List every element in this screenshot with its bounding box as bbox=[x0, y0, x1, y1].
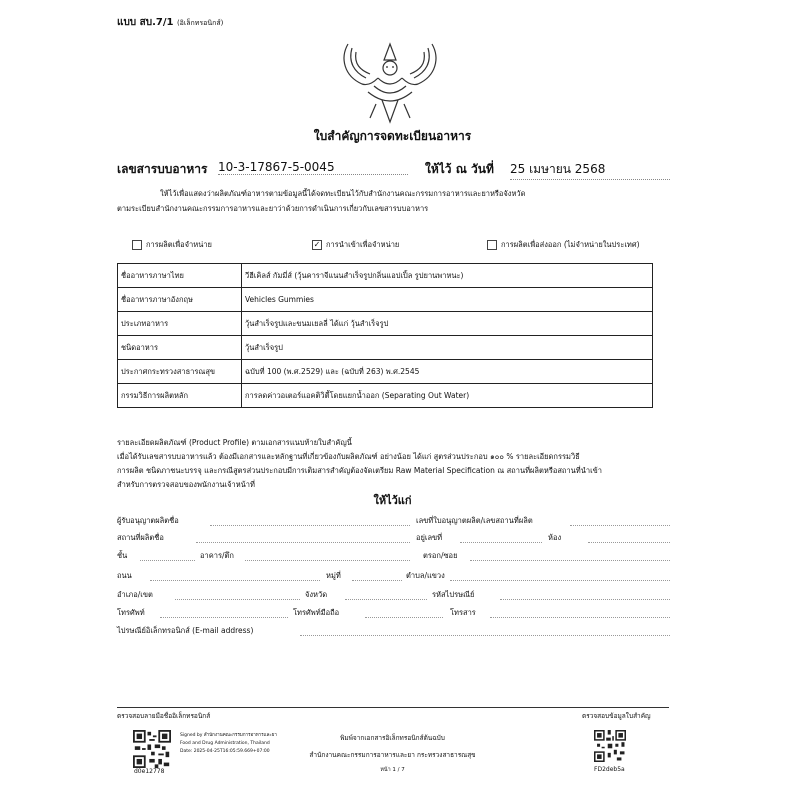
premises-name-field bbox=[196, 541, 410, 543]
building-field bbox=[245, 559, 410, 561]
premises-name-label: สถานที่ผลิตชื่อ bbox=[117, 533, 164, 542]
row-value: Vehicles Gummies bbox=[242, 288, 653, 312]
intro-line-1: ให้ไว้เพื่อแสดงว่าผลิตภัณฑ์อาหารตามข้อมูลนี้ได้จดทะเบียนไว้กับสำนักงานคณะกรรมการอาหารและยาหรือจังหวัด bbox=[160, 189, 526, 198]
floor-label: ชั้น bbox=[117, 551, 128, 560]
signed-by: Signed by สำนักงานคณะกรรมการอาหารและยา bbox=[180, 733, 277, 738]
phone-field bbox=[160, 616, 288, 618]
signed-org: Food and Drug Administration, Thailand bbox=[180, 741, 270, 746]
mobile-field bbox=[365, 616, 443, 618]
footer-divider bbox=[117, 707, 669, 708]
road-label: ถนน bbox=[117, 571, 132, 580]
subdistrict-label: ตำบล/แขวง bbox=[406, 571, 445, 580]
row-key: ชื่ออาหารภาษาไทย bbox=[118, 264, 242, 288]
district-label: อำเภอ/เขต bbox=[117, 590, 153, 599]
registration-number: 10-3-17867-5-0045 bbox=[218, 160, 408, 175]
table-row bbox=[118, 360, 653, 384]
row-value: วุ้นสำเร็จรูปและขนมเยลลี่ ได้แก่ วุ้นสำเร็จรูป bbox=[242, 312, 653, 336]
agency-name: สำนักงานคณะกรรมการอาหารและยา กระทรวงสาธารณสุข bbox=[309, 751, 476, 759]
recipient-title: ให้ไว้แก่ bbox=[373, 494, 412, 507]
postcode-label: รหัสไปรษณีย์ bbox=[432, 590, 475, 599]
product-profile-note bbox=[117, 436, 677, 492]
issue-date: 25 เมษายน 2568 bbox=[510, 160, 670, 180]
purpose-label: การนำเข้าเพื่อจำหน่าย bbox=[326, 240, 400, 249]
row-value: วีฮีเคิลส์ กัมมี่ส์ (วุ้นคาราจีแนนสำเร็จรูปกลิ่นแอปเปิ้ล รูปยานพาหนะ) bbox=[242, 264, 653, 288]
floor-field bbox=[140, 559, 195, 561]
row-key: ประเภทอาหาร bbox=[118, 312, 242, 336]
form-code-note: (อิเล็กทรอนิกส์) bbox=[176, 19, 224, 27]
registration-number-label: เลขสารบบอาหาร bbox=[117, 162, 208, 176]
verify-signature-label: ตรวจสอบลายมือชื่ออิเล็กทรอนิกส์ bbox=[117, 712, 211, 720]
purpose-label: การผลิตเพื่อจำหน่าย bbox=[146, 240, 212, 249]
license-number-label: เลขที่ใบอนุญาตผลิต/เลขสถานที่ผลิต bbox=[416, 516, 533, 525]
moo-field bbox=[352, 579, 402, 581]
checkbox-unchecked-icon[interactable] bbox=[487, 240, 497, 250]
licensee-name-label: ผู้รับอนุญาตผลิตชื่อ bbox=[117, 516, 179, 525]
table-row bbox=[118, 336, 653, 360]
verify-certificate-label: ตรวจสอบข้อมูลใบสำคัญ bbox=[582, 712, 651, 720]
purpose-label: การผลิตเพื่อส่งออก (ไม่จำหน่ายในประเทศ) bbox=[501, 240, 640, 249]
profile-line: สำหรับการตรวจสอบของพนักงานเจ้าหน้าที่ bbox=[117, 480, 255, 489]
fax-field bbox=[490, 616, 670, 618]
email-field bbox=[300, 634, 670, 636]
row-key: กรรมวิธีการผลิตหลัก bbox=[118, 384, 242, 408]
purpose-import-sale[interactable] bbox=[312, 239, 399, 251]
address-number-label: อยู่เลขที่ bbox=[416, 533, 443, 542]
table-row bbox=[118, 384, 653, 408]
email-label: ไปรษณีย์อิเล็กทรอนิกส์ (E-mail address) bbox=[117, 626, 254, 635]
table-row bbox=[118, 264, 653, 288]
road-field bbox=[150, 579, 320, 581]
table-row bbox=[118, 288, 653, 312]
subdistrict-field bbox=[450, 579, 670, 581]
form-code-label: แบบ สบ.7/1 bbox=[117, 17, 174, 28]
checkbox-unchecked-icon[interactable] bbox=[132, 240, 142, 250]
license-number-field bbox=[570, 524, 670, 526]
building-label: อาคาร/ตึก bbox=[200, 551, 234, 560]
profile-line: เมื่อได้รับเลขสารบบอาหารแล้ว ต้องมีเอกสารและหลักฐานที่เกี่ยวข้องกับผลิตภัณฑ์ อย่างน้อย ได้แก่ สูตรส่วนประกอบ ๑๐๐ % รายละเอียดกรรมวิธี bbox=[117, 452, 580, 461]
room-field bbox=[588, 541, 670, 543]
row-value: การลดค่าวอเตอร์แอคติวิตี้โดยแยกน้ำออก (Separating Out Water) bbox=[242, 384, 653, 408]
phone-label: โทรศัพท์ bbox=[117, 608, 145, 617]
document-title: ใบสำคัญการจดทะเบียนอาหาร bbox=[313, 129, 472, 143]
province-label: จังหวัด bbox=[305, 590, 328, 599]
purpose-manufacture-sale[interactable] bbox=[132, 239, 212, 251]
district-field bbox=[175, 598, 300, 600]
printed-from-note: พิมพ์จากเอกสารอิเล็กทรอนิกส์ต้นฉบับ bbox=[340, 734, 445, 742]
signed-date: Date: 2025-04-25T16:05:59.669+07:00 bbox=[180, 749, 270, 754]
page-number: หน้า 1 / 7 bbox=[380, 767, 405, 773]
signature-qr-code-label: d0e12778 bbox=[134, 768, 165, 775]
address-number-field bbox=[460, 541, 542, 543]
row-value: ฉบับที่ 100 (พ.ศ.2529) และ (ฉบับที่ 263) พ.ศ.2545 bbox=[242, 360, 653, 384]
table-row bbox=[118, 312, 653, 336]
purpose-manufacture-export[interactable] bbox=[487, 239, 640, 251]
issue-date-label: ให้ไว้ ณ วันที่ bbox=[425, 162, 494, 176]
province-field bbox=[345, 598, 427, 600]
profile-line: การผลิต ชนิดภาชนะบรรจุ และกรณีสูตรส่วนประกอบมีการเติมสารสำคัญต้องจัดเตรียม Raw Material Specification ณ สถานที่ผลิตหรือสถานที่นำเข้า bbox=[117, 466, 602, 475]
food-info-table bbox=[117, 263, 653, 408]
room-label: ห้อง bbox=[548, 533, 562, 542]
postcode-field bbox=[500, 598, 670, 600]
row-key: ชนิดอาหาร bbox=[118, 336, 242, 360]
certificate-qr-code-icon[interactable] bbox=[594, 730, 626, 762]
alley-field bbox=[470, 559, 670, 561]
alley-label: ตรอก/ซอย bbox=[423, 551, 458, 560]
row-value: วุ้นสำเร็จรูป bbox=[242, 336, 653, 360]
garuda-emblem-icon bbox=[338, 38, 442, 124]
checkbox-checked-icon[interactable]: ✓ bbox=[313, 240, 321, 249]
fax-label: โทรสาร bbox=[450, 608, 476, 617]
row-key: ประกาศกระทรวงสาธารณสุข bbox=[118, 360, 242, 384]
form-code bbox=[117, 15, 223, 30]
row-key: ชื่ออาหารภาษาอังกฤษ bbox=[118, 288, 242, 312]
intro-line-2: ตามระเบียบสำนักงานคณะกรรมการอาหารและยาว่าด้วยการดำเนินการเกี่ยวกับเลขสารบบอาหาร bbox=[117, 204, 429, 213]
licensee-name-field bbox=[210, 524, 410, 526]
profile-line: รายละเอียดผลิตภัณฑ์ (Product Profile) ตามเอกสารแนบท้ายใบสำคัญนี้ bbox=[117, 438, 352, 447]
moo-label: หมู่ที่ bbox=[326, 571, 341, 580]
certificate-qr-code-label: FD2deb5a bbox=[594, 766, 625, 773]
mobile-label: โทรศัพท์มือถือ bbox=[293, 608, 340, 617]
